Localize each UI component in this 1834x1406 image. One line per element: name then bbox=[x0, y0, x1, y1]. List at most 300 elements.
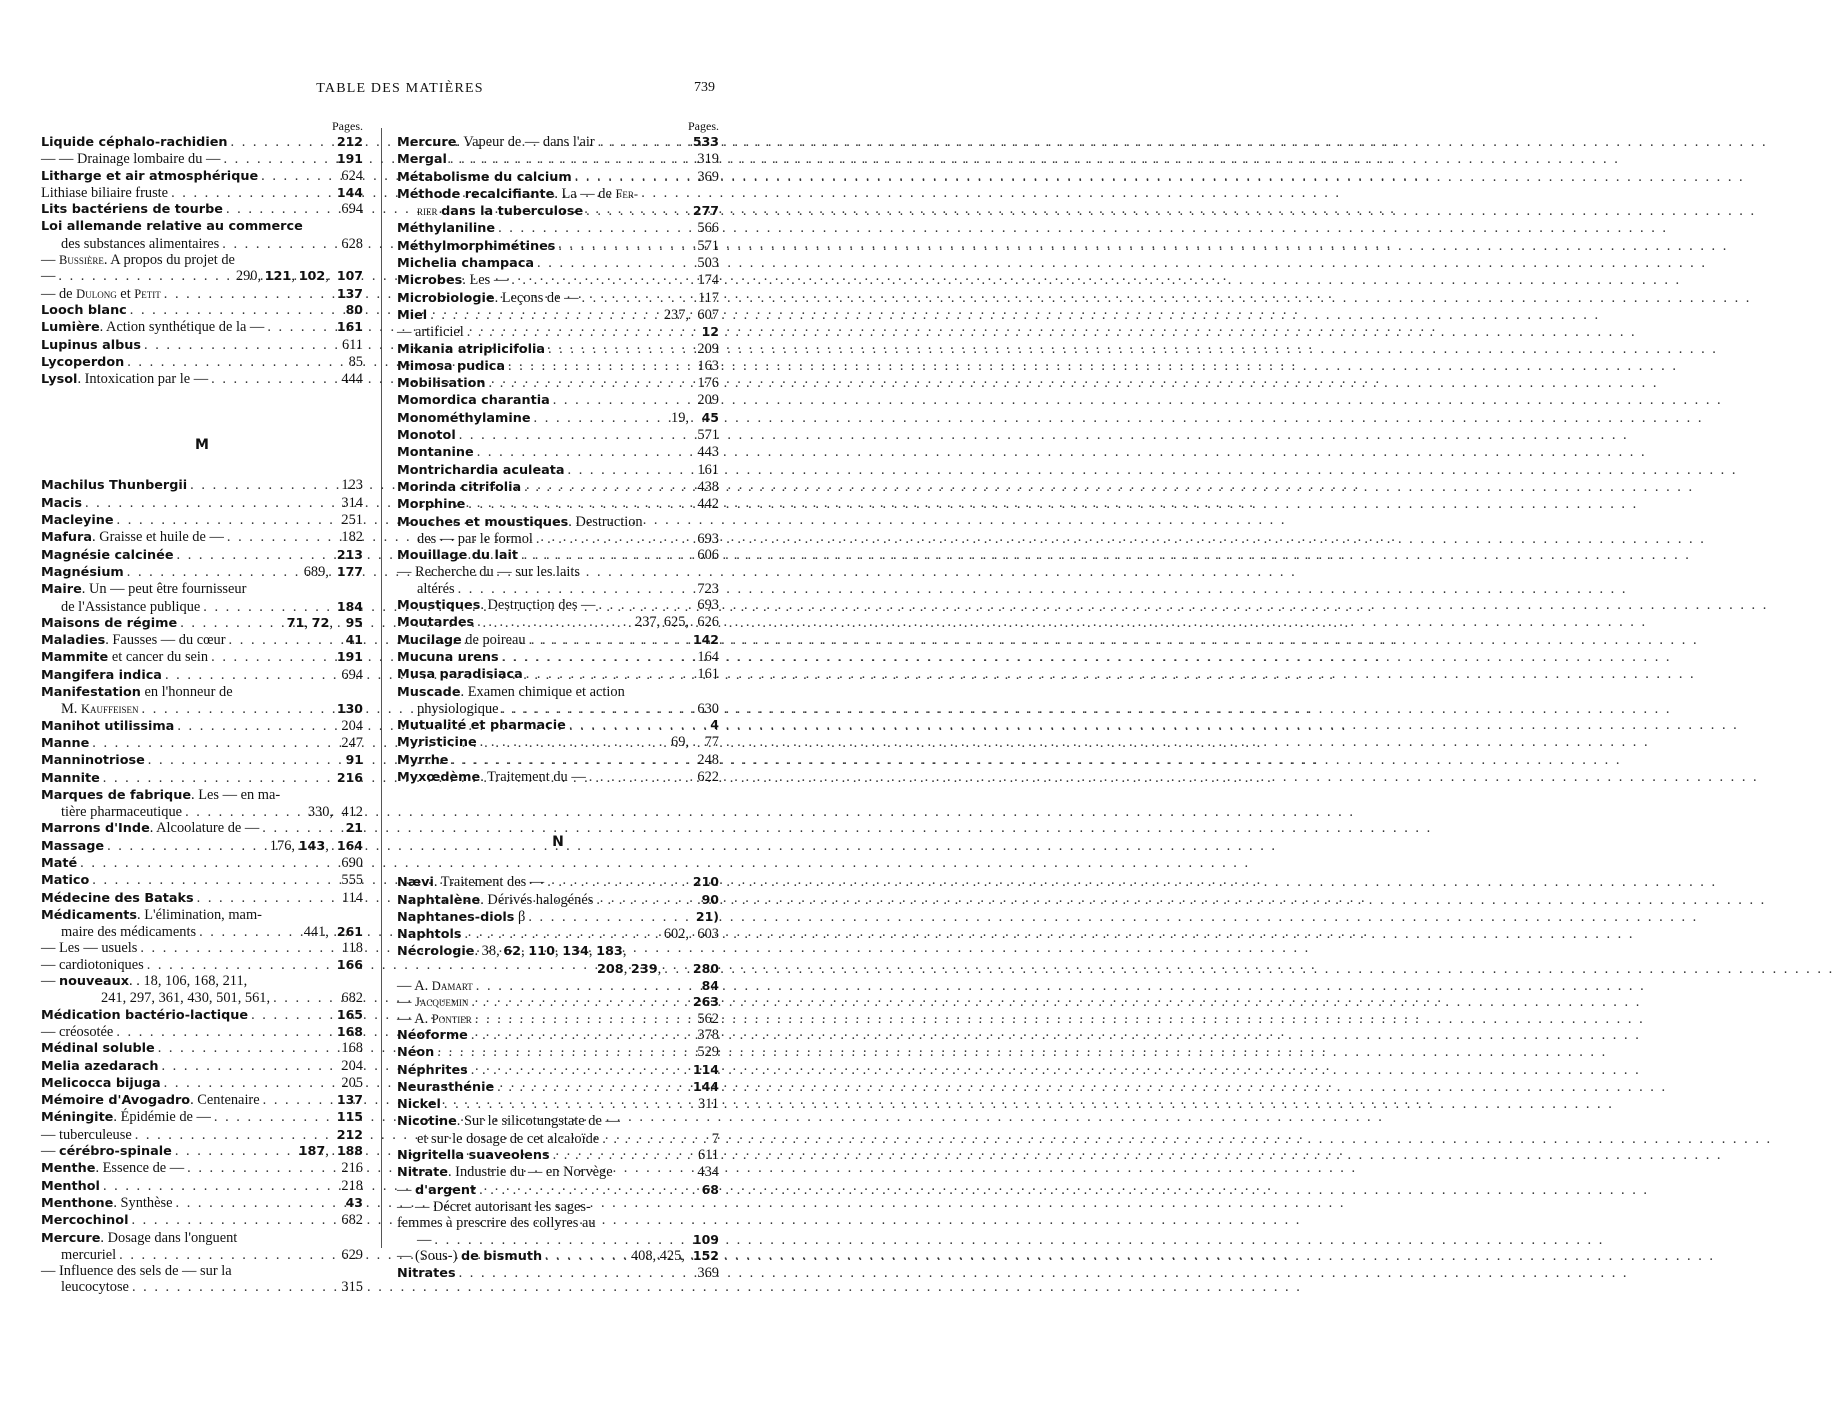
entry-text: Lumière. Action synthétique de la — bbox=[41, 319, 265, 336]
leader-dots bbox=[158, 1040, 338, 1056]
entry-text: rier dans la tuberculose bbox=[417, 204, 584, 220]
entry-page-number: 624 bbox=[341, 167, 363, 184]
entry-pages-extra: 176, 143, bbox=[269, 837, 329, 854]
leader-dots bbox=[548, 341, 694, 357]
index-entry bbox=[397, 324, 719, 340]
entry-page-number: 168 bbox=[341, 1040, 363, 1057]
entry-page-number: 130 bbox=[336, 701, 363, 717]
index-entry bbox=[41, 820, 363, 837]
index-list-l bbox=[41, 134, 363, 388]
entry-page-number: 723 bbox=[697, 580, 719, 597]
entry-page-number: 555 bbox=[341, 872, 363, 889]
entry-text: maire des médicaments bbox=[61, 924, 197, 941]
index-entry bbox=[41, 185, 363, 201]
index-entry bbox=[41, 286, 363, 302]
entry-text: Nitrate. Industrie du — en Norvège bbox=[397, 1164, 613, 1181]
entry-page-number: 261 bbox=[336, 924, 363, 940]
entry-text: Musa paradisiaca bbox=[397, 667, 523, 683]
entry-page-number: 626 bbox=[697, 614, 719, 631]
entry-page-number: 152 bbox=[692, 1247, 719, 1263]
index-entry bbox=[41, 371, 363, 388]
entry-text: Manninotriose bbox=[41, 753, 145, 769]
entry-text: Nitrates bbox=[397, 1266, 456, 1282]
index-entry: Nicotine. Sur le silicotungstate de — bbox=[397, 1113, 620, 1130]
entry-page-number: 161 bbox=[336, 319, 363, 335]
entry-pages-extra: 187, bbox=[298, 1143, 329, 1160]
entry-page-number: 280 bbox=[692, 960, 719, 976]
index-entry bbox=[41, 667, 363, 684]
leader-dots bbox=[602, 1131, 694, 1147]
entry-text: Mobilisation bbox=[397, 376, 486, 392]
entry-text: altérés bbox=[417, 580, 455, 597]
entry-text: Neurasthénie bbox=[397, 1079, 495, 1095]
entry-page-number: 144 bbox=[336, 184, 363, 200]
leader-dots bbox=[537, 255, 694, 271]
entry-page-number: 210 bbox=[692, 874, 719, 890]
entry-page-number: 45 bbox=[701, 409, 719, 425]
entry-page-number: 628 bbox=[341, 235, 363, 252]
entry-text: Néoforme bbox=[397, 1027, 468, 1043]
leader-dots bbox=[140, 940, 338, 956]
leader-dots bbox=[117, 512, 338, 528]
entry-pages-extra: 237, 625, bbox=[635, 614, 689, 631]
entry-page-number: 277 bbox=[692, 203, 719, 219]
entry-text: Machilus Thunbergii bbox=[41, 478, 188, 494]
pages-label: Pages. bbox=[332, 119, 363, 133]
entry-page-number: 174 bbox=[697, 272, 719, 289]
index-column-left bbox=[41, 118, 363, 1296]
leader-dots bbox=[528, 909, 693, 925]
leader-dots bbox=[135, 1127, 334, 1143]
leader-dots bbox=[586, 203, 690, 219]
entry-text: Mimosa pudica bbox=[397, 358, 505, 374]
entry-text: Lupinus albus bbox=[41, 337, 142, 353]
entry-text: Magnésie calcinée bbox=[41, 547, 174, 563]
entry-page-number: 443 bbox=[697, 444, 719, 461]
entry-page-number: 204 bbox=[341, 1057, 363, 1074]
leader-dots bbox=[262, 820, 338, 836]
index-entry bbox=[41, 1247, 363, 1263]
entry-text: et sur le dosage de cet alcaloïde bbox=[417, 1130, 600, 1147]
entry-text: Looch blanc bbox=[41, 302, 127, 318]
leader-dots bbox=[508, 358, 694, 374]
entry-text: Lithiase biliaire fruste bbox=[41, 184, 169, 201]
entry-page-number: 444 bbox=[341, 371, 363, 388]
entry-page-number: 191 bbox=[336, 649, 363, 665]
entry-text: Menthol bbox=[41, 1178, 100, 1194]
entry-text: Monotol bbox=[397, 428, 456, 444]
entry-page-number: 607 bbox=[697, 306, 719, 323]
entry-page-number: 107 bbox=[336, 268, 363, 284]
leader-dots bbox=[127, 564, 301, 580]
index-entry bbox=[41, 201, 363, 218]
index-entry: Marques de fabrique. Les — en ma- bbox=[41, 786, 281, 803]
index-entry bbox=[397, 462, 719, 479]
index-entry bbox=[397, 272, 719, 289]
index-entry: Méthode recalcifiante. La — de Fer- bbox=[397, 185, 639, 202]
leader-dots bbox=[273, 990, 338, 1006]
index-entry bbox=[41, 564, 363, 581]
entry-text: Microbes. Les — bbox=[397, 272, 509, 289]
leader-dots bbox=[185, 804, 305, 820]
entry-page-number: 369 bbox=[697, 1265, 719, 1282]
leader-dots bbox=[553, 1147, 694, 1163]
entry-page-number: 161 bbox=[697, 461, 719, 478]
leader-dots bbox=[144, 337, 338, 353]
index-entry bbox=[41, 632, 363, 649]
entry-page-number: 204 bbox=[341, 717, 363, 734]
leader-dots bbox=[502, 649, 694, 665]
leader-dots bbox=[177, 718, 338, 734]
index-entry: Manifestation en l'honneur de bbox=[41, 684, 233, 701]
leader-dots bbox=[437, 1044, 694, 1060]
leader-dots bbox=[479, 1182, 694, 1198]
entry-text: Mercochinol bbox=[41, 1213, 129, 1229]
entry-text: Maté bbox=[41, 855, 78, 871]
index-entry bbox=[397, 496, 719, 513]
entry-text: Mouillage du lait bbox=[397, 548, 518, 564]
leader-dots bbox=[498, 220, 694, 236]
spacer bbox=[397, 786, 719, 834]
leader-dots bbox=[223, 151, 333, 167]
leader-dots bbox=[471, 1027, 694, 1043]
index-entry bbox=[397, 994, 719, 1010]
index-entry bbox=[397, 1131, 719, 1147]
leader-dots bbox=[471, 1062, 690, 1078]
index-entry bbox=[41, 1058, 363, 1075]
index-entry bbox=[41, 512, 363, 529]
leader-dots bbox=[558, 238, 694, 254]
entry-page-number: 611 bbox=[341, 336, 363, 353]
entry-text: tière pharmaceutique bbox=[61, 804, 183, 821]
index-entry bbox=[397, 978, 719, 994]
index-column-right bbox=[397, 118, 719, 1282]
section-letter-n: N bbox=[552, 834, 564, 851]
leader-dots bbox=[211, 371, 338, 387]
entry-text: Myxœdème. Traitement du — bbox=[397, 768, 586, 785]
entry-text: des substances alimentaires bbox=[61, 235, 220, 252]
entry-text: Morphine bbox=[397, 497, 466, 513]
leader-dots bbox=[589, 769, 694, 785]
index-entry bbox=[41, 134, 363, 151]
entry-page-number: 611 bbox=[697, 1147, 719, 1164]
entry-page-number: 693 bbox=[697, 597, 719, 614]
index-entry bbox=[397, 892, 719, 909]
leader-dots bbox=[263, 1092, 334, 1108]
entry-pages-extra: 408, 425, bbox=[630, 1247, 685, 1264]
index-entry bbox=[41, 547, 363, 564]
index-entry bbox=[397, 1044, 719, 1061]
leader-dots bbox=[598, 597, 694, 613]
entry-text: Montanine bbox=[397, 445, 474, 461]
entry-text: — bbox=[417, 1231, 432, 1248]
entry-text: Myrrhe bbox=[397, 752, 449, 768]
index-entry bbox=[41, 151, 363, 167]
entry-page-number: 142 bbox=[692, 631, 719, 647]
page-number: 739 bbox=[694, 80, 715, 95]
entry-page-number: 144 bbox=[692, 1078, 719, 1094]
entry-page-number: 622 bbox=[697, 768, 719, 785]
index-list-n bbox=[397, 874, 719, 1282]
entry-page-number: 90 bbox=[701, 891, 719, 907]
index-entry: Nécrologie. 38, 62, 110, 134, 183, bbox=[397, 943, 627, 960]
leader-dots bbox=[521, 547, 694, 563]
leader-dots bbox=[458, 581, 694, 597]
entry-page-number: 503 bbox=[697, 255, 719, 272]
entry-page-number: 213 bbox=[336, 546, 363, 562]
entry-text: Monométhylamine bbox=[397, 410, 531, 426]
index-entry bbox=[41, 770, 363, 787]
leader-dots bbox=[119, 1247, 338, 1263]
index-list-m-cont bbox=[397, 134, 719, 786]
leader-dots bbox=[147, 957, 334, 973]
entry-page-number: 566 bbox=[697, 220, 719, 237]
index-entry bbox=[41, 855, 363, 872]
index-entry bbox=[41, 718, 363, 735]
leader-dots bbox=[214, 1109, 334, 1125]
leader-dots bbox=[547, 874, 690, 890]
entry-text: Macleyine bbox=[41, 513, 114, 529]
leader-dots bbox=[480, 734, 664, 750]
entry-page-number: 311 bbox=[697, 1096, 719, 1113]
leader-dots bbox=[444, 1096, 694, 1112]
entry-page-number: 378 bbox=[697, 1026, 719, 1043]
entry-text: Maisons de régime bbox=[41, 615, 178, 631]
entry-text: Melia azedarach bbox=[41, 1058, 159, 1074]
entry-text: Maladies. Fausses — du cœur bbox=[41, 632, 226, 649]
entry-text: — cardiotoniques bbox=[41, 956, 144, 973]
entry-pages-extra: 290, 121, 102, bbox=[235, 268, 329, 285]
leader-dots bbox=[226, 201, 338, 217]
entry-text: Mafura. Graisse et huile de — bbox=[41, 529, 224, 546]
index-entry bbox=[397, 769, 719, 786]
entry-text: — d'argent bbox=[397, 1181, 477, 1198]
leader-dots bbox=[664, 961, 690, 977]
index-entry bbox=[397, 1062, 719, 1079]
leader-dots bbox=[199, 924, 301, 940]
entry-text: Manne bbox=[41, 735, 90, 751]
entry-text: Métabolisme du calcium bbox=[397, 169, 572, 185]
entry-text: Médication bactério-lactique bbox=[41, 1007, 249, 1023]
leader-dots bbox=[187, 1160, 338, 1176]
leader-dots bbox=[468, 496, 694, 512]
leader-dots bbox=[130, 302, 338, 318]
entry-page-number: 191 bbox=[336, 151, 363, 167]
entry-text: Lysol. Intoxication par le — bbox=[41, 371, 209, 388]
index-entry bbox=[397, 1079, 719, 1096]
entry-page-number: 166 bbox=[336, 956, 363, 972]
entry-page-number: 251 bbox=[341, 512, 363, 529]
entry-page-number: 412 bbox=[341, 804, 363, 821]
entry-page-number: 168 bbox=[336, 1023, 363, 1039]
entry-page-number: 314 bbox=[341, 494, 363, 511]
entry-page-number: 91 bbox=[345, 752, 363, 768]
entry-text: Massage bbox=[41, 838, 105, 854]
entry-text: Mucuna urens bbox=[397, 649, 499, 665]
entry-page-number: 165 bbox=[336, 1006, 363, 1022]
leader-dots bbox=[598, 134, 690, 150]
index-entry bbox=[41, 529, 363, 546]
entry-page-number: 571 bbox=[697, 237, 719, 254]
leader-dots bbox=[164, 286, 334, 302]
entry-text: Néon bbox=[397, 1045, 435, 1061]
entry-text: — créosotée bbox=[41, 1023, 114, 1040]
entry-text: — tuberculeuse bbox=[41, 1126, 132, 1143]
entry-page-number: 123 bbox=[341, 477, 363, 494]
entry-page-number: 77 bbox=[704, 734, 719, 751]
leader-dots bbox=[85, 495, 338, 511]
entry-page-number: 247 bbox=[341, 734, 363, 751]
leader-dots bbox=[497, 1079, 690, 1095]
entry-text: — — Drainage lombaire du — bbox=[41, 151, 221, 168]
entry-page-number: 438 bbox=[697, 478, 719, 495]
index-entry bbox=[397, 1164, 719, 1181]
spacer bbox=[41, 388, 363, 437]
index-entry bbox=[397, 203, 719, 220]
leader-dots bbox=[467, 324, 694, 340]
entry-text: Menthone. Synthèse bbox=[41, 1194, 173, 1211]
index-entry: — — Décret autorisant les sages- bbox=[397, 1198, 591, 1215]
index-entry bbox=[397, 1147, 719, 1164]
leader-dots bbox=[477, 444, 694, 460]
entry-page-number: 137 bbox=[336, 285, 363, 301]
leader-dots bbox=[568, 462, 694, 478]
entry-page-number: 21) bbox=[695, 908, 719, 924]
index-entry: — Bussière. A propos du projet de bbox=[41, 252, 235, 269]
leader-dots bbox=[107, 838, 267, 854]
leader-dots bbox=[180, 615, 283, 631]
entry-page-number: 630 bbox=[697, 700, 719, 717]
entry-page-number: 7 bbox=[711, 1130, 719, 1147]
index-entry bbox=[397, 1232, 719, 1248]
entry-text: Mammite et cancer du sein bbox=[41, 649, 209, 666]
index-entry bbox=[397, 255, 719, 272]
leader-dots bbox=[148, 752, 338, 768]
leader-dots bbox=[581, 290, 694, 306]
entry-text: — Jacquemin bbox=[397, 994, 469, 1011]
index-entry bbox=[41, 752, 363, 769]
entry-text: physiologique bbox=[417, 700, 499, 717]
entry-page-number: 68 bbox=[701, 1181, 719, 1197]
entry-page-number: 115 bbox=[336, 1109, 363, 1125]
index-entry bbox=[397, 151, 719, 168]
index-entry bbox=[397, 169, 719, 186]
entry-page-number: 137 bbox=[336, 1092, 363, 1108]
entry-page-number: 109 bbox=[692, 1231, 719, 1247]
index-entry bbox=[397, 290, 719, 307]
entry-page-number: 442 bbox=[697, 496, 719, 513]
entry-text: Mutualité et pharmacie bbox=[397, 718, 566, 734]
index-entry bbox=[397, 479, 719, 496]
entry-text: des — par le formol bbox=[417, 530, 533, 547]
entry-page-number: 694 bbox=[341, 666, 363, 683]
entry-text: M. Kauffeisen bbox=[61, 701, 139, 718]
entry-text: Magnésium bbox=[41, 564, 124, 580]
entry-page-number: 315 bbox=[341, 1279, 363, 1296]
index-entry: — nouveaux. . 18, 106, 168, 211, bbox=[41, 973, 248, 990]
entry-text: Manihot utilissima bbox=[41, 718, 175, 734]
index-entry bbox=[41, 804, 363, 820]
index-entry bbox=[397, 375, 719, 392]
index-entry bbox=[41, 168, 363, 185]
entry-page-number: 212 bbox=[336, 134, 363, 149]
entry-text: — cérébro-spinale bbox=[41, 1143, 172, 1160]
leader-dots bbox=[465, 926, 661, 942]
index-entry bbox=[41, 924, 363, 940]
entry-page-number: 41 bbox=[345, 632, 363, 648]
index-entry bbox=[41, 1195, 363, 1212]
entry-text: Macis bbox=[41, 495, 82, 511]
index-entry bbox=[41, 268, 363, 285]
index-entry bbox=[397, 427, 719, 444]
leader-dots bbox=[502, 701, 694, 717]
index-entry bbox=[397, 734, 719, 751]
index-entry bbox=[41, 1143, 363, 1160]
leader-dots bbox=[231, 134, 334, 150]
index-entry bbox=[397, 874, 719, 891]
index-entry bbox=[397, 134, 719, 151]
entry-page-number: 263 bbox=[692, 994, 719, 1010]
entry-text: Mannite bbox=[41, 770, 100, 786]
index-entry: Mercure. Dosage dans l'onguent bbox=[41, 1229, 238, 1246]
index-entry bbox=[41, 615, 363, 632]
entry-text: Naphtols bbox=[397, 927, 462, 943]
entry-text: — (Sous-) de bismuth bbox=[397, 1247, 543, 1264]
index-entry: — Recherche du — sur les laits bbox=[397, 564, 581, 581]
entry-page-number: 205 bbox=[341, 1074, 363, 1091]
entry-page-number: 117 bbox=[697, 289, 719, 306]
leader-dots bbox=[165, 667, 338, 683]
entry-page-number: 176 bbox=[697, 375, 719, 392]
entry-text: leucocytose bbox=[61, 1279, 129, 1296]
leader-dots bbox=[211, 649, 334, 665]
leader-dots bbox=[534, 410, 664, 426]
entry-text: Montrichardia aculeata bbox=[397, 462, 565, 478]
index-entry bbox=[397, 238, 719, 255]
entry-text: Méningite. Épidémie de — bbox=[41, 1109, 211, 1126]
entry-text: Mikania atriplicifolia bbox=[397, 341, 545, 357]
index-entry bbox=[397, 752, 719, 769]
index-entry bbox=[41, 838, 363, 855]
index-entry bbox=[397, 717, 719, 734]
index-entry bbox=[41, 735, 363, 752]
index-entry: Muscade. Examen chimique et action bbox=[397, 683, 625, 700]
index-entry bbox=[397, 926, 719, 943]
index-entry bbox=[41, 495, 363, 512]
leader-dots bbox=[177, 547, 334, 563]
entry-page-number: 629 bbox=[341, 1246, 363, 1263]
entry-text: Microbiologie. Leçons de — bbox=[397, 289, 579, 306]
entry-page-number: 603 bbox=[697, 926, 719, 943]
leader-dots bbox=[92, 735, 338, 751]
index-entry bbox=[41, 1092, 363, 1109]
entry-page-number: 164 bbox=[697, 648, 719, 665]
entry-text: Litharge et air atmosphérique bbox=[41, 168, 259, 184]
entry-text: Matico bbox=[41, 873, 90, 889]
leader-dots bbox=[553, 392, 694, 408]
entry-page-number: 114 bbox=[692, 1061, 719, 1077]
index-entry bbox=[397, 909, 719, 926]
entry-page-number: 209 bbox=[697, 340, 719, 357]
index-entry bbox=[397, 1011, 719, 1027]
entry-text: Néphrites bbox=[397, 1062, 468, 1078]
leader-dots bbox=[127, 354, 338, 370]
entry-text: Lits bactériens de tourbe bbox=[41, 202, 223, 218]
index-entry bbox=[41, 701, 363, 717]
leader-dots bbox=[197, 890, 338, 906]
leader-dots bbox=[475, 1011, 694, 1027]
index-entry bbox=[397, 581, 719, 597]
